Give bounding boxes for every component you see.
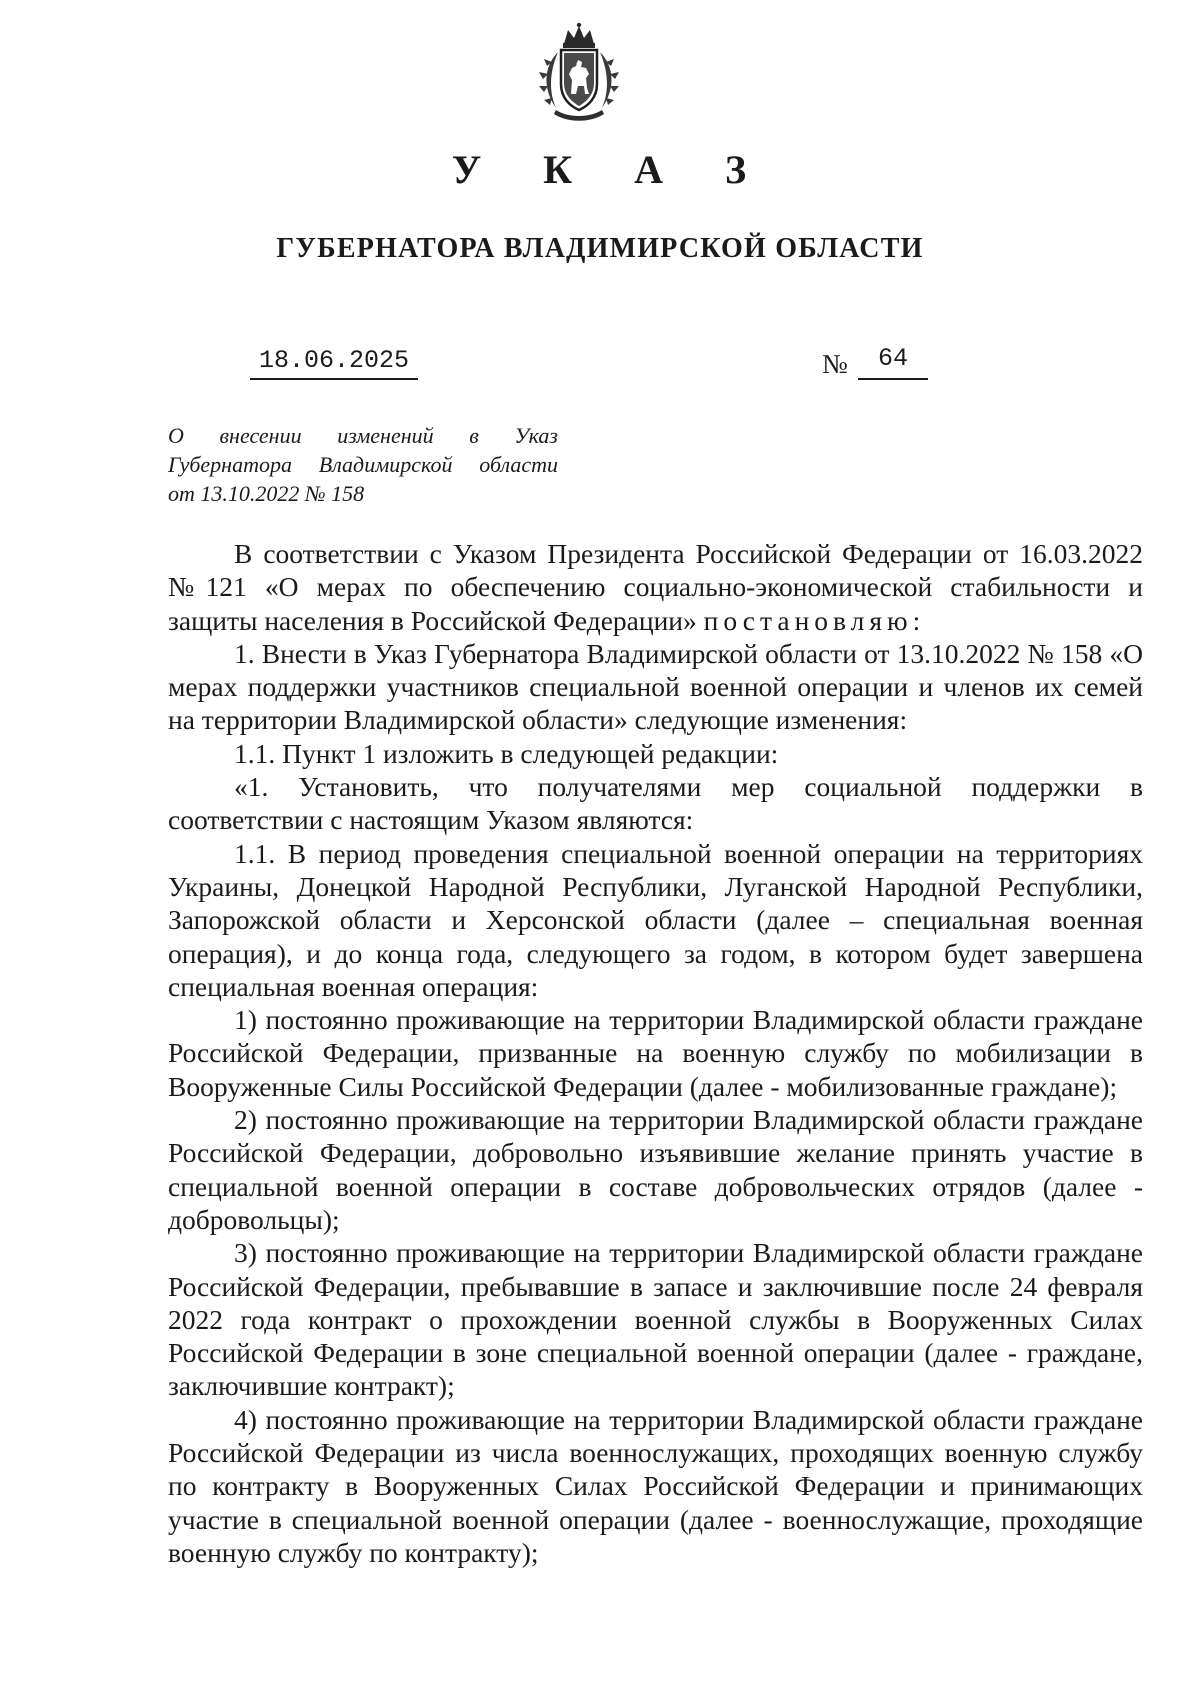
subject-line-3: от 13.10.2022 № 158 (168, 481, 365, 506)
list-item-2: 2) постоянно проживающие на территории Владимирской области граждане Российской Федерации, добровольно изъявившие желание принять участие в специальной военной операции в составе добровольческих отрядов (далее - добровольцы); (168, 1104, 1143, 1235)
coat-of-arms-emblem (534, 22, 624, 124)
paragraph-quote: «1. Установить, что получателями мер социальной поддержки в соответствии с настоящим Указом являются: (168, 771, 1143, 836)
list-item-1: 1) постоянно проживающие на территории Владимирской области граждане Российской Федерации, призванные на военную службу по мобилизации в Вооруженные Силы Российской Федерации (далее - мобилизованные граждане); (168, 1004, 1143, 1102)
preamble-paragraph (168, 537, 1143, 637)
list-item-4: 4) постоянно проживающие на территории Владимирской области граждане Российской Федерации из числа военнослужащих, проходящих военную службу по контракту в Вооруженных Силах Российской Федерации и принимающих участие в специальной военной операции (далее - военнослужащие, проходящие военную службу по контракту); (168, 1403, 1143, 1568)
paragraph-1: 1. Внести в Указ Губернатора Владимирской области от 13.10.2022 № 158 «О мерах поддержки участников специальной военной операции и членов их семей на территории Владимирской области» следующие изменения: (168, 637, 1143, 736)
document-subtitle: ГУБЕРНАТОРА ВЛАДИМИРСКОЙ ОБЛАСТИ (276, 233, 924, 264)
list-item-3: 3) постоянно проживающие на территории Владимирской области граждане Российской Федерации, пребывавшие в запасе и заключившие после 24 февраля 2022 года контракт о прохождении военной службы в Вооруженных Силах Российской Федерации в зоне специальной военной операции (далее - граждане, заключившие контракт); (168, 1237, 1143, 1402)
subject-line-2: Губернатора Владимирской области (168, 452, 558, 477)
document-subject (168, 421, 558, 508)
document-number: 64 (858, 344, 928, 380)
paragraph-1-1-inner: 1.1. В период проведения специальной военной операции на территориях Украины, Донецкой Народной Республики, Луганской Народной Республики, Запорожской области и Херсонской области (далее – специальная военная операция), и до конца года, следующего за годом, в котором будет завершена специальная военная операция: (168, 837, 1143, 1002)
number-label: № (822, 349, 848, 379)
resolve-word: постановляю: (703, 604, 926, 636)
document-body (168, 537, 1143, 1569)
document-title: У К А З (451, 147, 773, 192)
preamble-text: В соответствии с Указом Президента Российской Федерации от 16.03.2022 №121 «О мерах по обеспечению социально-экономической стабильности и защиты населения в Российской Федерации» (168, 538, 1143, 636)
paragraph-1-1: 1.1. Пункт 1 изложить в следующей редакции: (234, 737, 779, 769)
subject-line-1: О внесении изменений в Указ (168, 423, 558, 448)
document-date: 18.06.2025 (250, 346, 418, 380)
